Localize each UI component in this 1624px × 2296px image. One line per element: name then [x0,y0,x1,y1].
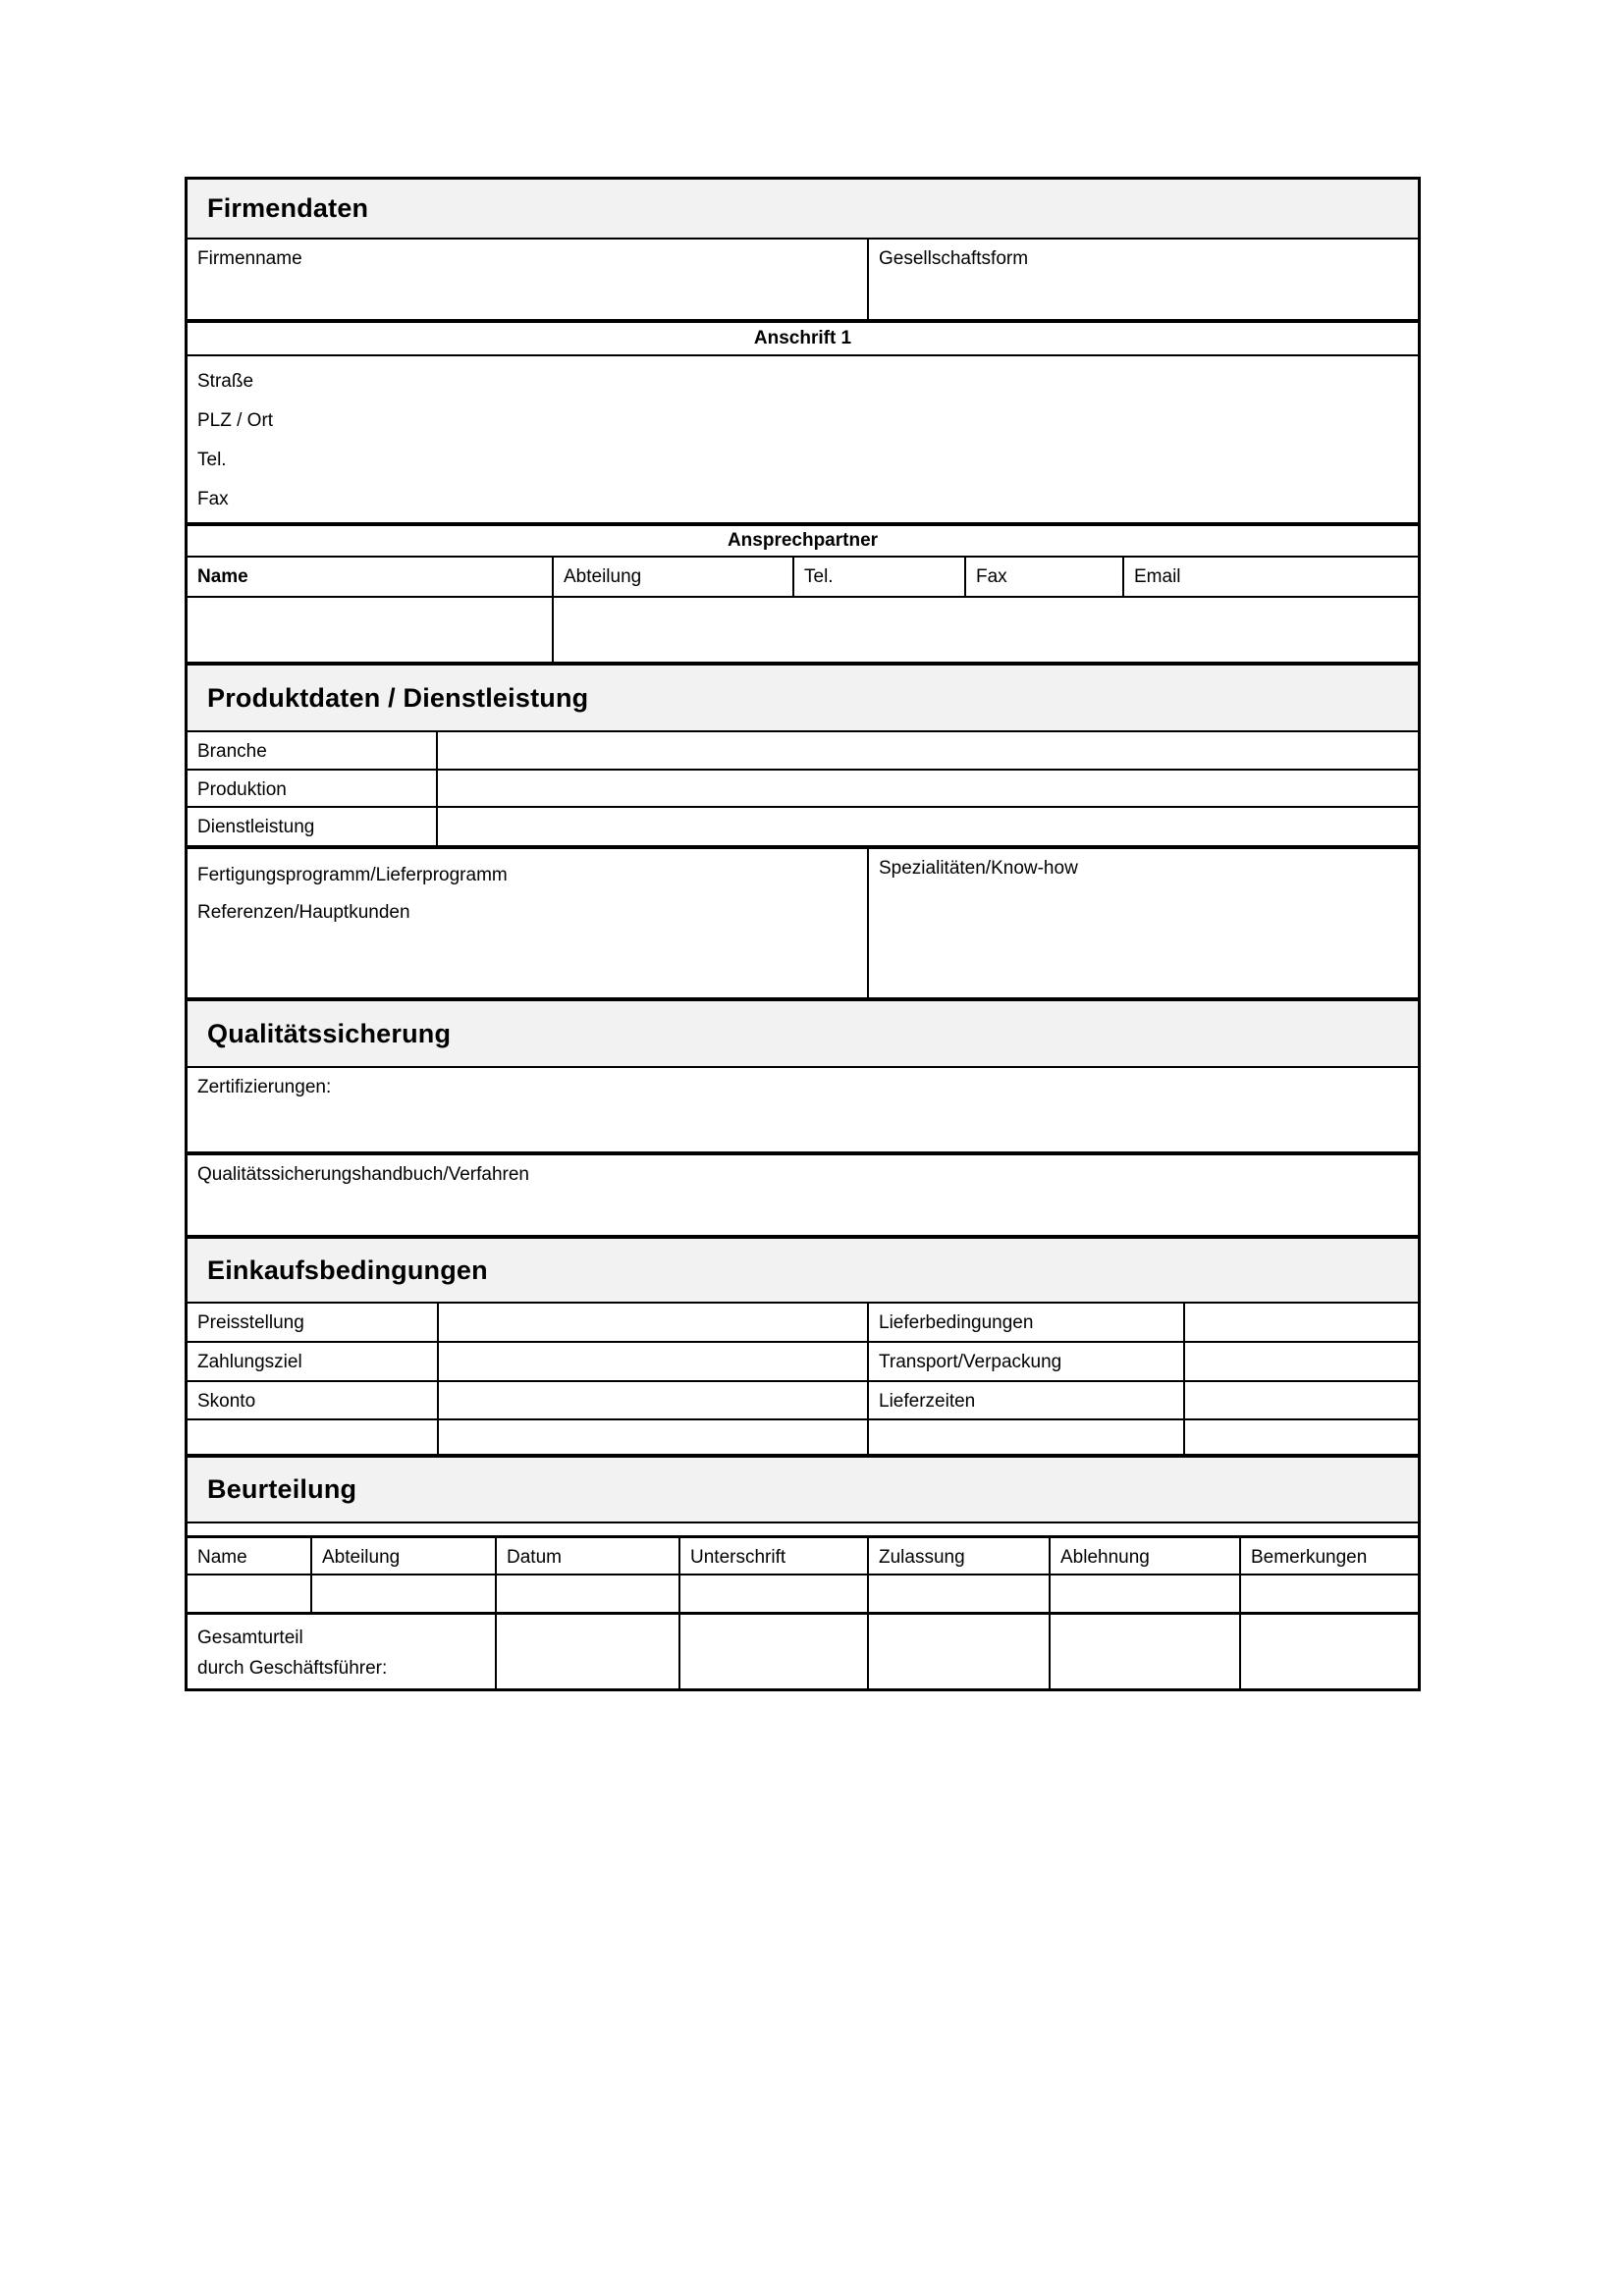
lieferzeiten-input-area[interactable] [1185,1382,1418,1418]
spezialitaeten-cell[interactable] [869,849,1418,997]
gesamturteil-row [188,1615,1418,1688]
gesamturteil-zulassung-input-area[interactable] [869,1615,1051,1688]
zertifizierungen-label: Zertifizierungen: [197,1077,332,1097]
produktion-label: Produktion [197,779,287,800]
beurteilung-col-ablehnung [1051,1538,1241,1574]
beurteilung-zulassung-label: Zulassung [879,1547,965,1568]
branche-label: Branche [197,741,267,762]
contact-tel-label: Tel. [804,566,834,587]
contact-abteilung-label: Abteilung [564,566,642,587]
section-header-beurteilung [188,1458,1418,1523]
plz-ort-label: PLZ / Ort [197,410,274,431]
gesamturteil-bemerkungen-input-area[interactable] [1241,1615,1418,1688]
section-header-firmendaten [188,180,1418,240]
contact-col-name [188,558,554,596]
section-title-qualitaetssicherung: Qualitätssicherung [207,1018,452,1048]
ek-row-2 [188,1343,1418,1382]
fertigung-row [188,849,1418,1001]
transport-label-cell [869,1343,1185,1380]
produktion-input-area[interactable] [438,771,1418,806]
section-header-qualitaetssicherung [188,1001,1418,1068]
beurteilung-col-bemerkungen [1241,1538,1418,1574]
address-block[interactable] [188,356,1418,526]
ek-row-1 [188,1304,1418,1343]
beurteilung-datum-input-area[interactable] [497,1575,680,1612]
skonto-input-area[interactable] [439,1382,869,1418]
contact-header-row [188,558,1418,598]
skonto-label-cell [188,1382,439,1418]
lieferbedingungen-label: Lieferbedingungen [879,1312,1034,1333]
beurteilung-entry-row [188,1575,1418,1615]
skonto-label: Skonto [197,1391,256,1412]
ansprechpartner-band [188,526,1418,558]
contact-col-fax [966,558,1124,596]
anschrift-title: Anschrift 1 [753,328,852,348]
branche-row [188,732,1418,771]
firmenname-cell[interactable] [188,240,869,319]
beurteilung-unterschrift-input-area[interactable] [680,1575,869,1612]
qs-handbuch-row[interactable] [188,1155,1418,1239]
qs-handbuch-label: Qualitätssicherungshandbuch/Verfahren [197,1164,530,1185]
beurteilung-col-zulassung [869,1538,1051,1574]
preisstellung-input-area[interactable] [439,1304,869,1341]
beurteilung-col-name [188,1538,312,1574]
beurteilung-bemerkungen-input-area[interactable] [1241,1575,1418,1612]
beurteilung-unterschrift-label: Unterschrift [690,1547,786,1568]
beurteilung-name-input-area[interactable] [188,1575,312,1612]
zahlungsziel-label-cell [188,1343,439,1380]
beurteilung-col-datum [497,1538,680,1574]
lieferzeiten-label: Lieferzeiten [879,1391,976,1412]
contact-col-tel [794,558,966,596]
referenzen-label: Referenzen/Hauptkunden [197,902,410,923]
beurteilung-col-unterschrift [680,1538,869,1574]
produktion-label-cell [188,771,438,806]
ek-empty-cell-4[interactable] [1185,1420,1418,1454]
gesellschaftsform-cell[interactable] [869,240,1418,319]
contact-entry-row [188,598,1418,666]
spezialitaeten-label: Spezialitäten/Know-how [879,858,1078,879]
gesamturteil-label-cell [188,1615,497,1688]
ek-empty-cell-1[interactable] [188,1420,439,1454]
fertigung-cell[interactable] [188,849,869,997]
ek-row-3 [188,1382,1418,1420]
contact-col-email [1124,558,1418,596]
contact-name-label: Name [197,566,248,587]
gesamturteil-unterschrift-input-area[interactable] [680,1615,869,1688]
contact-fax-label: Fax [976,566,1007,587]
dienstleistung-label-cell [188,808,438,845]
zertifizierungen-row[interactable] [188,1068,1418,1155]
strasse-label: Straße [197,371,254,392]
ansprechpartner-title: Ansprechpartner [727,530,879,551]
fax-label: Fax [197,489,229,509]
beurteilung-datum-label: Datum [507,1547,562,1568]
section-title-einkaufsbedingungen: Einkaufsbedingungen [207,1255,488,1285]
preisstellung-label-cell [188,1304,439,1341]
contact-details-input-area[interactable] [554,598,1418,662]
beurteilung-spacer-row [188,1523,1418,1538]
beurteilung-abteilung-label: Abteilung [322,1547,401,1568]
section-title-produktdaten: Produktdaten / Dienstleistung [207,682,589,713]
lieferzeiten-label-cell [869,1382,1185,1418]
contact-email-label: Email [1134,566,1181,587]
section-title-firmendaten: Firmendaten [207,193,369,223]
beurteilung-header-row [188,1538,1418,1575]
ek-empty-cell-3[interactable] [869,1420,1185,1454]
section-header-produktdaten [188,666,1418,732]
beurteilung-abteilung-input-area[interactable] [312,1575,497,1612]
produktion-row [188,771,1418,808]
gesamturteil-datum-input-area[interactable] [497,1615,680,1688]
lieferbedingungen-input-area[interactable] [1185,1304,1418,1341]
lieferbedingungen-label-cell [869,1304,1185,1341]
section-header-einkaufsbedingungen [188,1239,1418,1304]
branche-input-area[interactable] [438,732,1418,769]
zahlungsziel-input-area[interactable] [439,1343,869,1380]
preisstellung-label: Preisstellung [197,1312,304,1333]
transport-input-area[interactable] [1185,1343,1418,1380]
ek-row-4-empty [188,1420,1418,1458]
anschrift-band [188,323,1418,356]
beurteilung-name-label: Name [197,1547,247,1568]
contact-name-input-area[interactable] [188,598,554,662]
transport-label: Transport/Verpackung [879,1352,1062,1372]
contact-col-abteilung [554,558,794,596]
zahlungsziel-label: Zahlungsziel [197,1352,302,1372]
ek-empty-cell-2[interactable] [439,1420,869,1454]
gesamturteil-ablehnung-input-area[interactable] [1051,1615,1241,1688]
beurteilung-ablehnung-label: Ablehnung [1060,1547,1150,1568]
beurteilung-col-abteilung [312,1538,497,1574]
dienstleistung-input-area[interactable] [438,808,1418,845]
beurteilung-zulassung-input-area[interactable] [869,1575,1051,1612]
tel-label: Tel. [197,450,227,470]
section-title-beurteilung: Beurteilung [207,1474,357,1504]
company-name-row [188,240,1418,323]
beurteilung-ablehnung-input-area[interactable] [1051,1575,1241,1612]
dienstleistung-label: Dienstleistung [197,817,315,837]
gesamturteil-label-line1: Gesamturteil [197,1628,303,1648]
firmenname-label: Firmenname [197,248,302,269]
gesellschaftsform-label: Gesellschaftsform [879,248,1029,269]
supplier-data-form [185,177,1421,1691]
beurteilung-bemerkungen-label: Bemerkungen [1251,1547,1368,1568]
fertigungsprogramm-label: Fertigungsprogramm/Lieferprogramm [197,865,508,885]
dienstleistung-row [188,808,1418,849]
gesamturteil-label-line2: durch Geschäftsführer: [197,1658,388,1679]
branche-label-cell [188,732,438,769]
